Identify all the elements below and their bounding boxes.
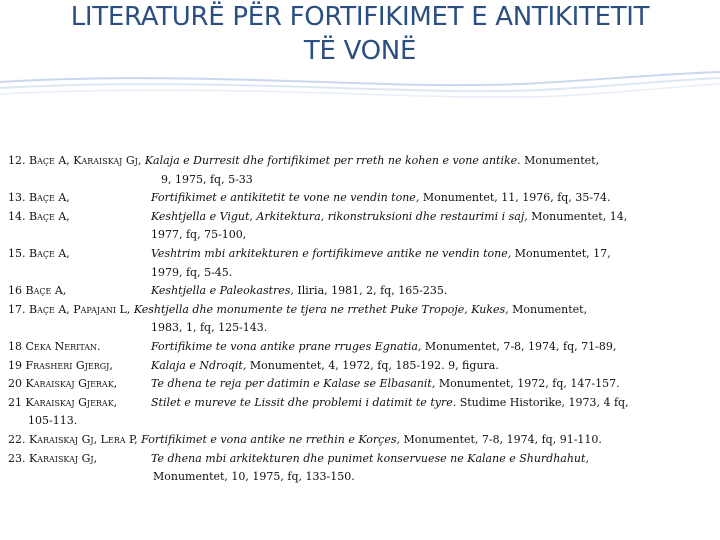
ref-author: Baçe A, bbox=[29, 191, 70, 205]
ref-number: 21 bbox=[8, 395, 22, 409]
reference-item bbox=[8, 338, 714, 357]
ref-title: Stilet e mureve te Lissit dhe problemi i datimit te tyre. bbox=[151, 395, 457, 409]
reference-continuation bbox=[8, 412, 714, 431]
ref-title: Fortifikimet e antikitetit te vone ne vendin tone, bbox=[151, 191, 420, 205]
ref-author: Baçe A, Papajani L, bbox=[29, 302, 131, 316]
decorative-wave bbox=[0, 62, 720, 122]
ref-source: Monumentet, 11, 1976, fq, 35-74. bbox=[422, 191, 611, 205]
ref-title: Keshtjella e Paleokastres, bbox=[151, 284, 294, 298]
ref-title: Kalaja e Ndroqit, bbox=[151, 358, 247, 372]
ref-author: Karaiskaj Gj, Lera P, bbox=[29, 432, 138, 446]
ref-number: 19 bbox=[8, 358, 22, 372]
reference-item bbox=[8, 301, 714, 320]
ref-title: Te dhena mbi arkitekturen dhe punimet konservuese ne Kalane e Shurdhahut, bbox=[151, 451, 589, 465]
ref-source: Iliria, 1981, 2, fq, 165-235. bbox=[297, 284, 448, 298]
reference-continuation bbox=[8, 226, 714, 245]
reference-item bbox=[8, 375, 714, 394]
ref-author: Baçe A, bbox=[25, 284, 67, 298]
ref-source: 105-113. bbox=[28, 414, 78, 428]
ref-title: Kalaja e Durresit dhe fortifikimet per rreth ne kohen e vone antike. bbox=[144, 154, 521, 167]
ref-number: 16 bbox=[8, 284, 22, 298]
ref-number: 20 bbox=[8, 377, 22, 391]
ref-author: Baçe A, bbox=[29, 246, 70, 260]
ref-author: Karaiskaj Gjerak, bbox=[25, 395, 118, 409]
reference-item bbox=[8, 357, 714, 376]
page-title bbox=[0, 0, 720, 68]
ref-source: 1983, 1, fq, 125-143. bbox=[151, 321, 268, 335]
ref-author: Karaiskaj Gjerak, bbox=[25, 377, 118, 391]
ref-source: 1979, fq, 5-45. bbox=[151, 265, 233, 279]
ref-source: Monumentet, 7-8, 1974, fq, 91-110. bbox=[403, 432, 602, 446]
ref-author: Frasheri Gjergj, bbox=[25, 358, 113, 372]
ref-source: Monumentet, 7-8, 1974, fq, 71-89, bbox=[424, 339, 617, 353]
ref-source: Monumentet, 17, bbox=[514, 246, 611, 260]
ref-source: Monumentet, bbox=[524, 154, 600, 167]
reference-item bbox=[8, 152, 714, 171]
ref-number: 23. bbox=[8, 451, 26, 465]
ref-number: 17. bbox=[8, 302, 26, 316]
ref-number: 15. bbox=[8, 246, 26, 260]
ref-source: Monumentet, 14, bbox=[531, 209, 628, 223]
ref-title: Fortifikime te vona antike prane rruges Egnatia, bbox=[151, 339, 422, 353]
reference-item bbox=[8, 431, 714, 450]
reference-continuation bbox=[8, 319, 714, 338]
reference-item bbox=[8, 189, 714, 208]
ref-title: Veshtrim mbi arkitekturen e fortifikimeve antike ne vendin tone, bbox=[151, 246, 512, 260]
ref-source: Monumentet, 1972, fq, 147-157. bbox=[438, 377, 620, 391]
ref-number: 18 bbox=[8, 339, 22, 353]
ref-source: Monumentet, bbox=[512, 302, 588, 316]
reference-item bbox=[8, 450, 714, 469]
ref-number: 12. bbox=[8, 154, 26, 167]
reference-item bbox=[8, 245, 714, 264]
reference-item bbox=[8, 394, 714, 413]
ref-source: Studime Historike, 1973, 4 fq, bbox=[459, 395, 629, 409]
ref-title: Te dhena te reja per datimin e Kalase se Elbasanit, bbox=[151, 377, 436, 391]
ref-source: Monumentet, 4, 1972, fq, 185-192. 9, figura. bbox=[249, 358, 499, 372]
ref-title: Fortifikimet e vona antike ne rrethin e Korçes, bbox=[141, 432, 400, 446]
ref-number: 22. bbox=[8, 432, 26, 446]
ref-title: Keshtjella e Vigut, Arkitektura, rikonstruksioni dhe restaurimi i saj, bbox=[151, 209, 528, 223]
ref-source: 9, 1975, fq, 5-33 bbox=[161, 172, 253, 186]
reference-continuation bbox=[8, 171, 714, 190]
reference-item bbox=[8, 282, 714, 301]
reference-item bbox=[8, 208, 714, 227]
reference-continuation bbox=[8, 468, 714, 487]
ref-author: Baçe A, Karaiskaj Gj, bbox=[29, 154, 142, 167]
reference-list bbox=[8, 152, 714, 487]
ref-author: Baçe A, bbox=[29, 209, 70, 223]
ref-source: Monumentet, 10, 1975, fq, 133-150. bbox=[153, 470, 355, 484]
ref-number: 13. bbox=[8, 191, 26, 205]
title-line-1: LITERATURË PËR FORTIFIKIMET E ANTIKITETIT bbox=[70, 2, 650, 32]
ref-number: 14. bbox=[8, 209, 26, 223]
ref-author: Karaiskaj Gj, bbox=[29, 451, 98, 465]
ref-author: Ceka Neritan. bbox=[25, 339, 101, 353]
reference-continuation bbox=[8, 264, 714, 283]
ref-title: Keshtjella dhe monumente te tjera ne rrethet Puke Tropoje, Kukes, bbox=[133, 302, 509, 316]
ref-source: 1977, fq, 75-100, bbox=[151, 228, 247, 242]
title-line-2: TË VONË bbox=[303, 36, 417, 66]
